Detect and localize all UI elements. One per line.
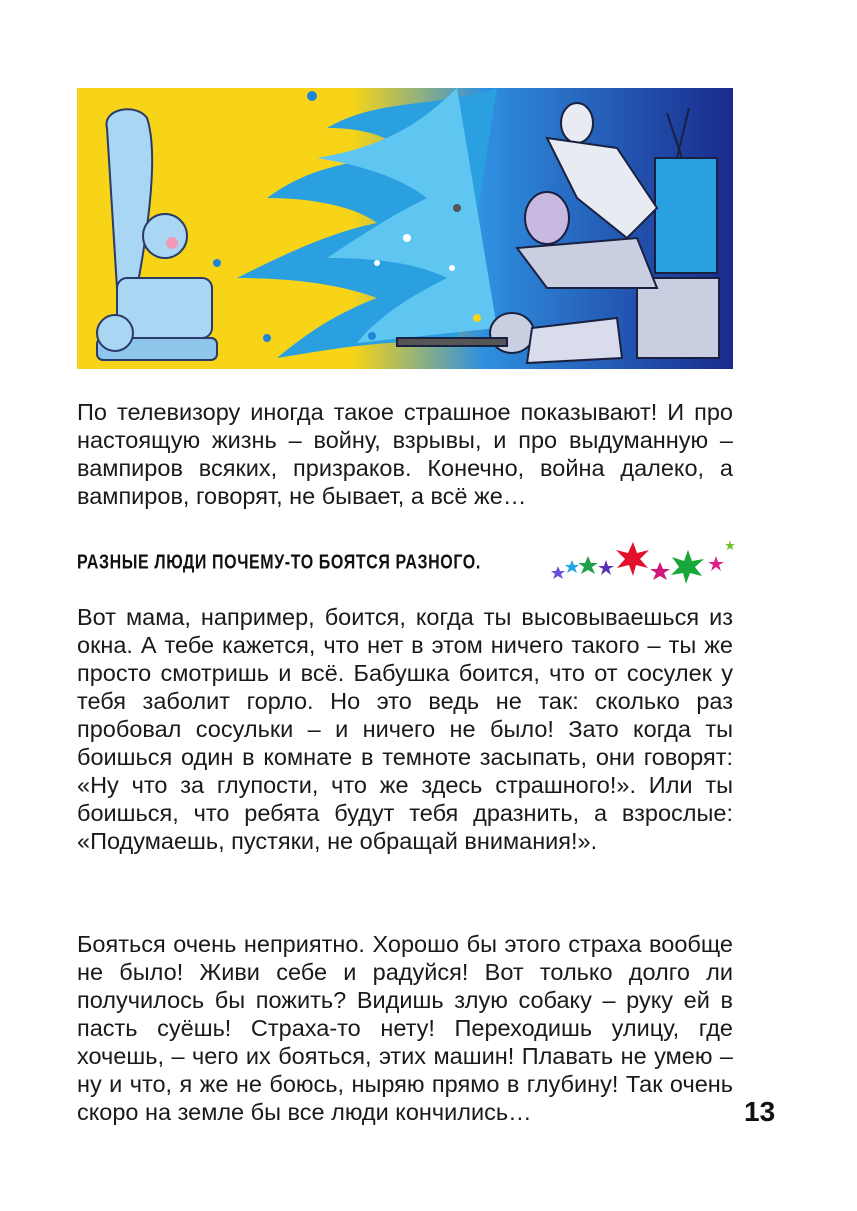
tv-scene-illustration — [77, 88, 733, 369]
star-icon — [650, 562, 670, 580]
intro-paragraph: По телевизору иногда такое страшное показывают! И про настоящую жизнь – войну, взрывы, и про выдуманную – вампиров всяких, призраков. Конечно, война далеко, а вампиров, говорят, не бывает, а всё же… — [77, 399, 733, 509]
illustration — [77, 88, 733, 369]
star-icon — [578, 556, 598, 574]
star-icon — [598, 560, 614, 575]
star-icon — [671, 550, 704, 584]
fears-paragraph: Вот мама, например, боится, когда ты высовываешься из окна. А тебе кажется, что нет в этом ничего такого – ты же просто смотришь и всё. Бабушка боится, что от сосулек у тебя заболит горло. Но это ведь не так: сколько раз пробовал сосульки – и ничего не было! Зато когда ты боишься один в комнате в темноте засыпать, они говорят: «Ну что за глупости, что же здесь страшного!». Или ты боишься, что ребята будут тебя дразнить, а взрослые: «Подумаешь, пустяки, не обращай внимания!». — [77, 604, 733, 854]
star-icon — [725, 540, 735, 550]
section-heading: РАЗНЫЕ ЛЮДИ ПОЧЕМУ-ТО БОЯТСЯ РАЗНОГО. — [77, 552, 481, 574]
colored-stars-decoration — [548, 538, 738, 586]
no-fear-paragraph: Бояться очень неприятно. Хорошо бы этого страха вообще не было! Живи себе и радуйся! Вот только долго ли получилось бы пожить? Видишь злую собаку – руку ей в пасть суёшь! Страха-то нету! Переходишь улицу, где хочешь, – чего их бояться, этих машин! Плавать не умею – ну и что, я же не боюсь, ныряю прямо в глубину! Так очень скоро на земле бы все люди кончились… — [77, 931, 733, 1125]
star-icon — [551, 566, 565, 579]
star-icon — [616, 542, 649, 576]
page-number: 13 — [744, 1096, 776, 1127]
star-icon — [565, 560, 579, 573]
star-icon — [708, 556, 724, 571]
